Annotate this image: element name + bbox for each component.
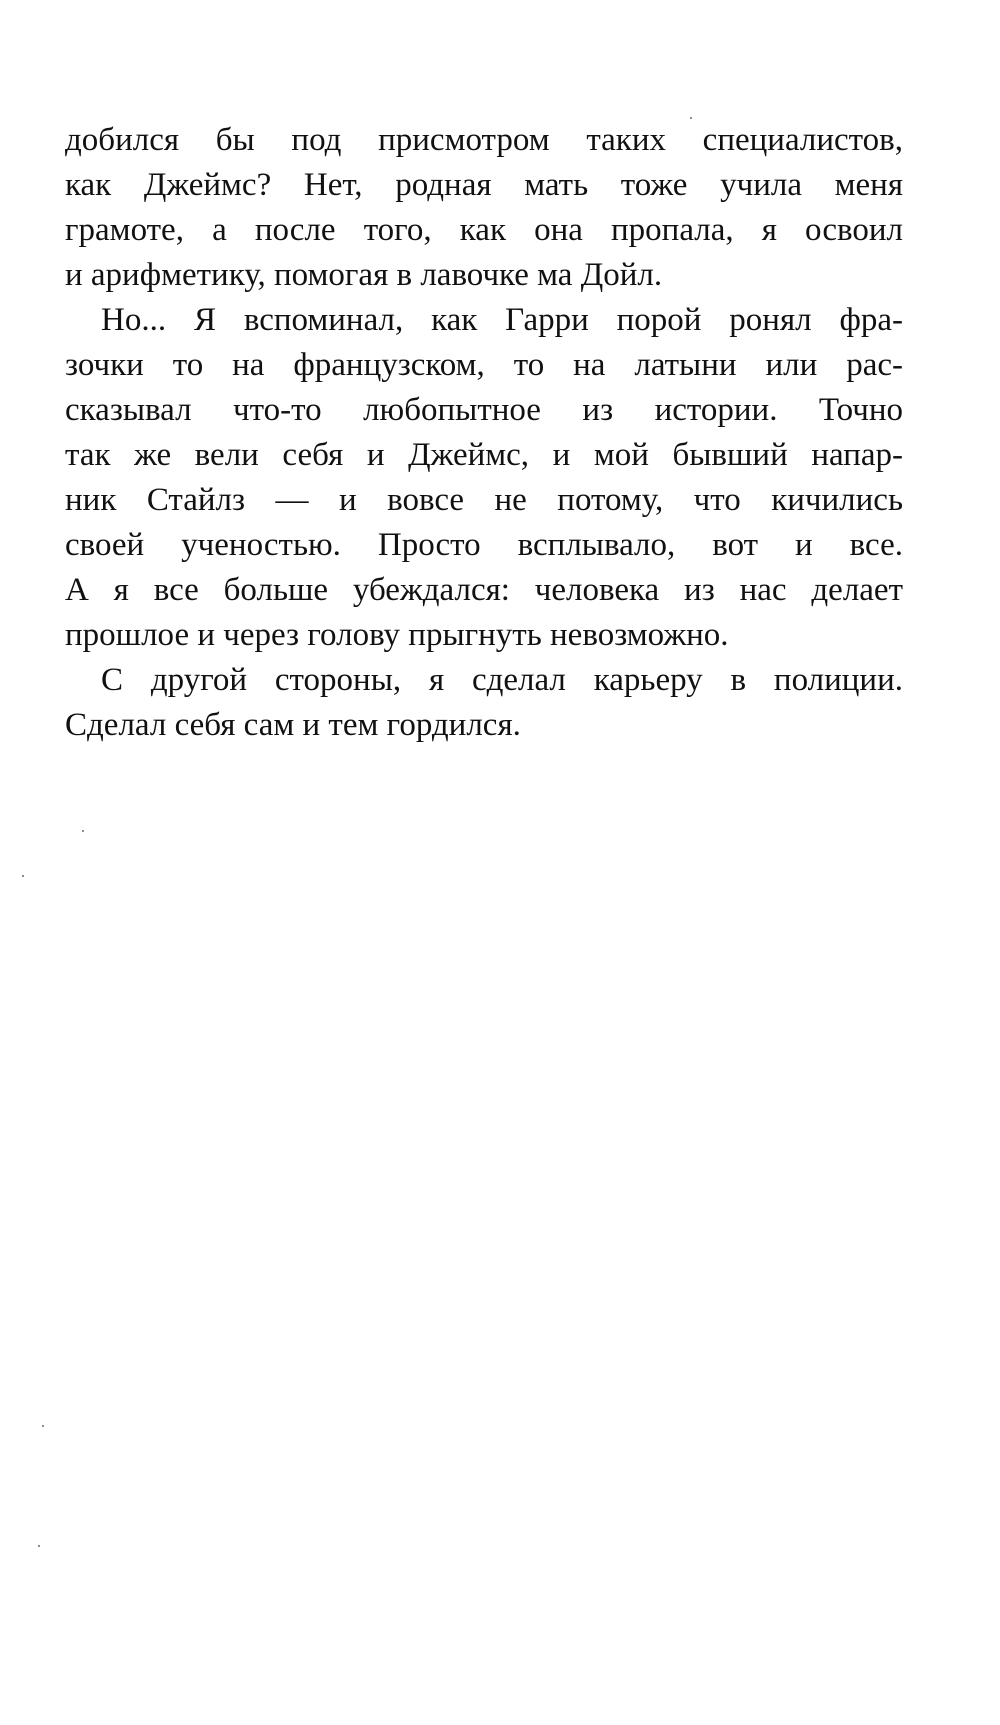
- text-line: сказывал что-то любопытное из истории. Точно: [65, 392, 903, 428]
- body-text: [65, 118, 903, 748]
- scan-speck: [82, 830, 84, 832]
- text-line: зочки то на французском, то на латыни или рас-: [65, 347, 903, 383]
- text-line: Сделал себя сам и тем гордился.: [65, 707, 521, 743]
- paragraph-1: [65, 118, 903, 298]
- paragraph-3: [65, 658, 903, 748]
- text-line: своей ученостью. Просто всплывало, вот и все.: [65, 527, 903, 563]
- text-line: Но... Я вспоминал, как Гарри порой ронял фра-: [101, 302, 903, 338]
- text-line: А я все больше убеждался: человека из нас делает: [65, 572, 903, 608]
- scan-speck: [690, 117, 692, 119]
- text-line: ник Стайлз — и вовсе не потому, что кичились: [65, 482, 903, 518]
- paragraph-2: [65, 298, 903, 658]
- scan-speck: [42, 1425, 44, 1427]
- text-line: как Джеймс? Нет, родная мать тоже учила меня: [65, 167, 903, 203]
- text-line: и арифметику, помогая в лавочке ма Дойл.: [65, 257, 663, 293]
- text-line: добился бы под присмотром таких специалистов,: [65, 122, 903, 158]
- text-line: С другой стороны, я сделал карьеру в полиции.: [101, 662, 903, 698]
- text-line: прошлое и через голову прыгнуть невозможно.: [65, 617, 729, 653]
- text-line: грамоте, а после того, как она пропала, я освоил: [65, 212, 903, 248]
- scan-speck: [38, 1545, 40, 1547]
- scan-speck: [22, 875, 24, 877]
- text-line: так же вели себя и Джеймс, и мой бывший напар-: [65, 437, 903, 473]
